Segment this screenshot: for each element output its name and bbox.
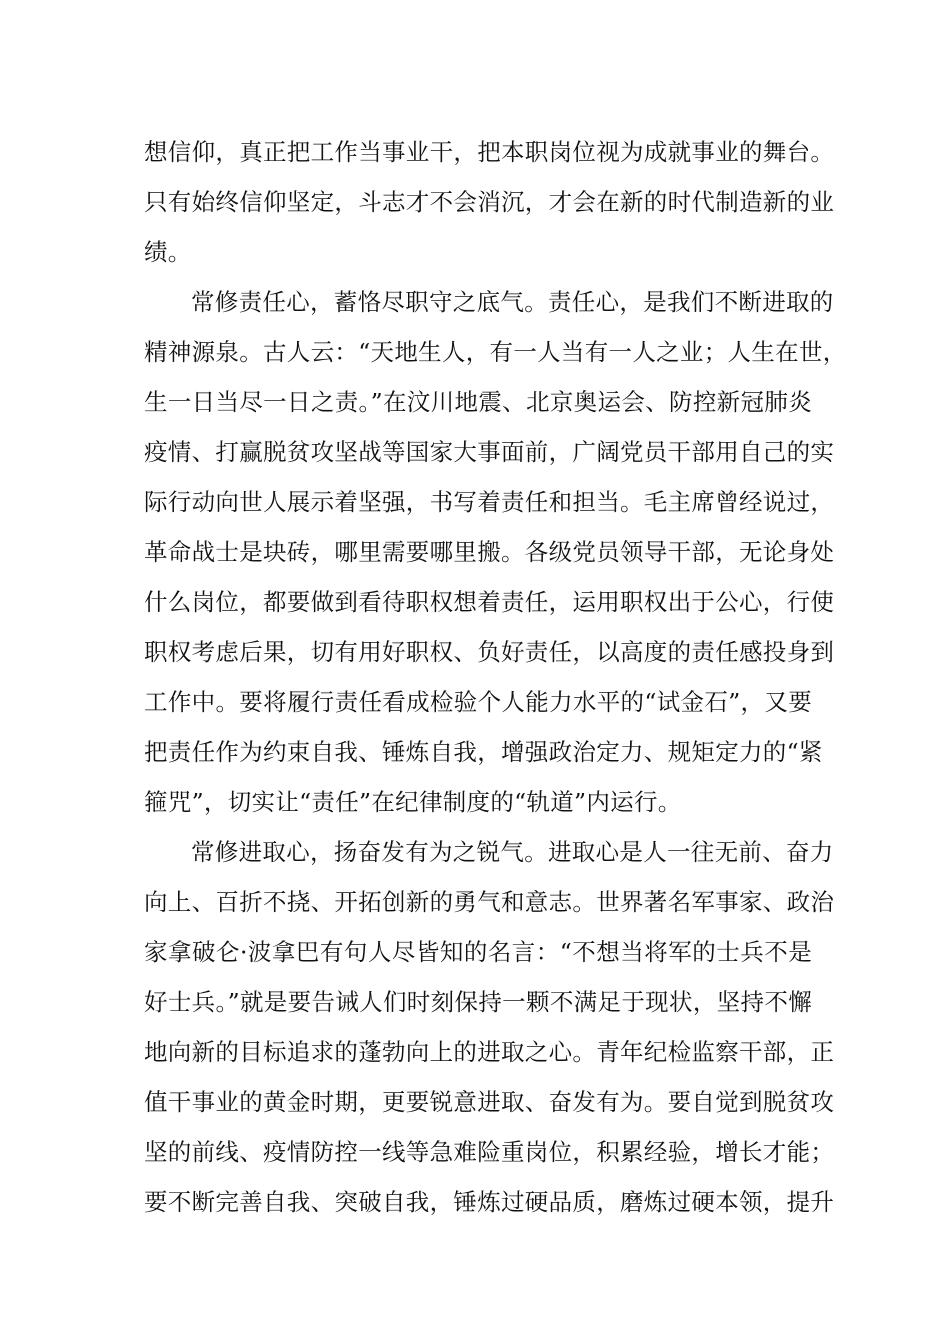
text-line: 常修责任心，蓄恪尽职守之底气。责任心，是我们不断进取的	[191, 288, 834, 316]
text-line: 职权考虑后果，切有用好职权、负好责任，以高度的责任感投身到	[144, 638, 835, 666]
paragraph-p2	[144, 277, 847, 827]
text-line: 际行动向世人展示着坚强，书写着责任和担当。毛主席曾经说过，	[144, 488, 835, 516]
text-line: 只有始终信仰坚定，斗志才不会消沉，才会在新的时代制造新的业	[144, 188, 835, 216]
text-line: 向上、百折不挠、开拓创新的勇气和意志。世界著名军事家、政治	[144, 888, 835, 916]
paragraph-p1	[144, 127, 835, 277]
paragraph-p3	[144, 827, 835, 1227]
text-line: 箍咒”，切实让“责任”在纪律制度的“轨道”内运行。	[144, 788, 682, 816]
text-line: 疫情、打赢脱贫攻坚战等国家大事面前，广阔党员干部用自己的实	[144, 438, 835, 466]
text-line: 生一日当尽一日之责。”在汶川地震、北京奥运会、防控新冠肺炎	[144, 388, 812, 416]
text-line: 精神源泉。古人云：“天地生人，有一人当有一人之业；人生在世，	[144, 338, 847, 366]
text-line: 工作中。要将履行责任看成检验个人能力水平的“试金石”，又要	[144, 688, 812, 716]
text-line: 常修进取心，扬奋发有为之锐气。进取心是人一往无前、奋力	[191, 838, 834, 866]
text-line: 把责任作为约束自我、锤炼自我，增强政治定力、规矩定力的“紧	[144, 738, 823, 766]
text-line: 好士兵。”就是要告诫人们时刻保持一颗不满足于现状，坚持不懈	[144, 988, 812, 1016]
text-line: 坚的前线、疫情防控一线等急难险重岗位，积累经验，增长才能；	[144, 1138, 835, 1166]
text-line: 要不断完善自我、突破自我，锤炼过硬品质，磨炼过硬本领，提升	[144, 1188, 835, 1216]
text-line: 革命战士是块砖，哪里需要哪里搬。各级党员领导干部，无论身处	[144, 538, 835, 566]
text-line: 家拿破仑·波拿巴有句人尽皆知的名言：“不想当将军的士兵不是	[144, 938, 812, 966]
text-line: 值干事业的黄金时期，更要锐意进取、奋发有为。要自觉到脱贫攻	[144, 1088, 835, 1116]
text-line: 绩。	[144, 238, 192, 266]
text-line: 想信仰，真正把工作当事业干，把本职岗位视为成就事业的舞台。	[144, 138, 835, 166]
document-body	[144, 127, 847, 1227]
text-line: 地向新的目标追求的蓬勃向上的进取之心。青年纪检监察干部，正	[144, 1038, 835, 1066]
text-line: 什么岗位，都要做到看待职权想着责任，运用职权出于公心，行使	[144, 588, 835, 616]
